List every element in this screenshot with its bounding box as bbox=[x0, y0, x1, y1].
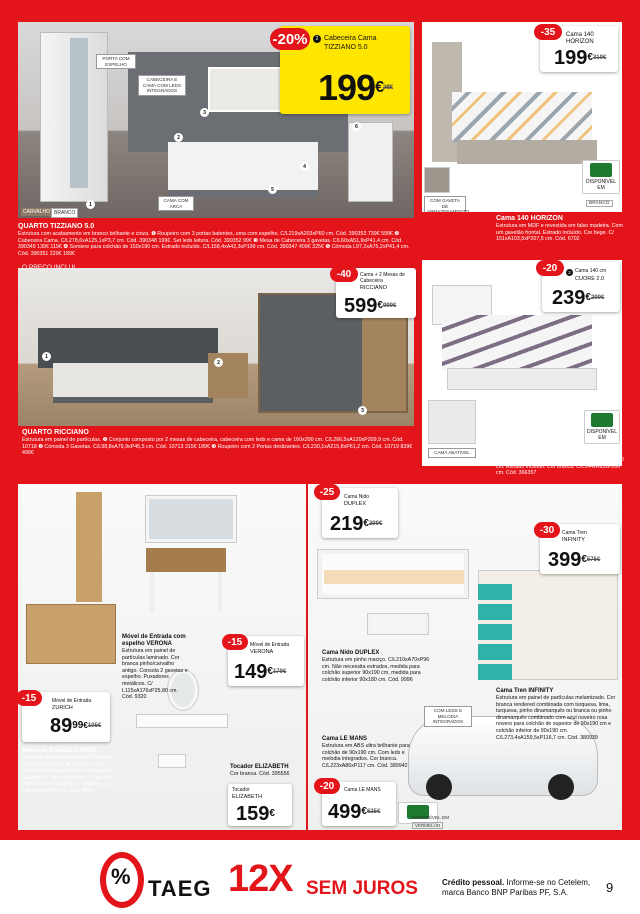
duplex-title: Cama Nido DUPLEX bbox=[322, 650, 380, 656]
elizabeth-price-eur: € bbox=[269, 808, 275, 819]
ricciano-old-price: 999€ bbox=[382, 303, 397, 309]
infinity-price-eur: € bbox=[581, 554, 587, 565]
months-label: 12X bbox=[228, 858, 293, 900]
credit-bold: Crédito pessoal. bbox=[442, 878, 505, 887]
ricciano-price-eur: € bbox=[377, 300, 383, 311]
lemans-price-value: 499 bbox=[328, 801, 362, 823]
horizon-discount-badge: -35 bbox=[534, 24, 562, 40]
ricciano-price-tag bbox=[336, 268, 416, 318]
infinity-title: Cama Tren INFINITY bbox=[496, 688, 554, 694]
zero-percent-sign: % bbox=[111, 864, 131, 889]
ricciano-desc-text: Estrutura em painel de partículas. ❶ Conjunto composto por 2 mesas de cabeceira, cabeceira com leds e cama de 160x200 cm. C/L266,5xA120xP209,9 cm. Cód. 10718 ❷ Cómoda 3 Gavetas. C/L98,8xA79,9xP45,5 cm. Cód. 10713 315€ 189€ ❸ Roupeiro com 2 Portas deslizantes. C/L230,1xA215,8xP61,2 cm. Cód. 10719 839€ 499€ bbox=[22, 437, 413, 457]
horizon-old-price: 319€ bbox=[592, 55, 607, 61]
infinity-discount-badge: -30 bbox=[534, 522, 560, 538]
zurich-shoe-cabinet-shape bbox=[26, 604, 116, 664]
cuore-desc bbox=[496, 448, 626, 477]
infinity-price-value: 399 bbox=[548, 549, 582, 571]
ricciano-price bbox=[344, 296, 396, 316]
ricciano-bed-shape bbox=[53, 363, 213, 403]
duplex-mattress-shape bbox=[324, 570, 464, 584]
elizabeth-desc-text: Cor branca. Cód. 395556 bbox=[230, 771, 290, 777]
verona-price-value: 149 bbox=[234, 661, 268, 683]
lemans-desc bbox=[322, 736, 418, 769]
elizabeth-desc bbox=[230, 764, 306, 778]
duplex-price bbox=[330, 514, 382, 534]
elizabeth-table-shape bbox=[136, 714, 228, 728]
zurich-old-price: 105€ bbox=[87, 723, 102, 729]
horizon-tag-name: Cama 140 bbox=[566, 32, 594, 38]
taeg-label: TAEG bbox=[148, 876, 212, 901]
tizziano-price-eur: € bbox=[375, 79, 383, 96]
verona-title: Móvel de Entrada com espelho VERONA bbox=[122, 634, 186, 647]
duplex-trundle-shape bbox=[368, 614, 428, 634]
lemans-color-tag: VERMELHO bbox=[412, 822, 443, 829]
duplex-tag-name: Cama Nido bbox=[344, 494, 370, 500]
tizziano-tag-name2: TIZZIANO 5.0 bbox=[324, 44, 368, 51]
callout-porta-espelho: PORTA COM ESPELHO bbox=[96, 54, 136, 69]
horizon-price-eur: € bbox=[587, 52, 593, 63]
tizziano-price-tag bbox=[272, 26, 410, 114]
ricciano-tag-name2: RICCIANO bbox=[360, 285, 387, 291]
duplex-discount-badge: -25 bbox=[314, 484, 340, 500]
horizon-mattress-shape bbox=[452, 92, 592, 142]
infinity-tag-name2: INFINITY bbox=[562, 537, 585, 543]
elizabeth-price-value: 159 bbox=[236, 803, 270, 825]
lemans-price bbox=[328, 802, 380, 822]
verona-tag-name: Móvel de Entrada bbox=[250, 642, 290, 648]
artwork-shape bbox=[208, 67, 288, 112]
horizon-callout: COM GAVETA DE ARMAZENAMENTO bbox=[424, 196, 466, 212]
lemans-price-tag bbox=[319, 780, 396, 826]
tizziano-old-price: 249€ bbox=[382, 85, 393, 91]
verona-desc-text: Estrutura em painel de partículas laminado. Cor branca pinho/carvalho antigo. Consola 2 gavetas e espelho. Puxadores metálicos. C/ L115xA176xP25,80 cm. Cód. 9320 bbox=[122, 648, 188, 701]
tizziano-price-value: 199 bbox=[318, 67, 376, 108]
zurich-desc bbox=[22, 748, 122, 795]
cuore-tag-name: Cama 140 cm bbox=[575, 268, 607, 274]
color-tag-carvalho: CARVALHO bbox=[23, 209, 51, 215]
verona-price-eur: € bbox=[267, 666, 273, 677]
cuore-old-price: 299€ bbox=[590, 295, 605, 301]
delivery-truck-icon bbox=[590, 163, 612, 177]
lemans-discount-badge: -20 bbox=[314, 778, 340, 794]
callout-leds: CABECEIRA E CAMA COM LEDS INTEGRADOS bbox=[138, 75, 186, 96]
verona-old-price: 179€ bbox=[272, 669, 287, 675]
ricciano-title: QUARTO RICCIANO bbox=[22, 429, 89, 436]
tizziano-title: QUARTO TIZZIANO 5.0 bbox=[18, 223, 95, 230]
cuore-callout: CAMA ABATÍVEL bbox=[428, 448, 476, 458]
item-number-3: 3 bbox=[200, 108, 209, 117]
wardrobe-mirror-shape bbox=[70, 38, 88, 188]
horizon-title: Cama 140 HORIZON bbox=[496, 215, 563, 222]
cuore-mattress-shape bbox=[442, 315, 592, 370]
lemans-price-eur: € bbox=[361, 806, 367, 817]
duplex-price-value: 219 bbox=[330, 513, 364, 535]
elizabeth-price-tag bbox=[228, 784, 292, 826]
zurich-price-eur: € bbox=[83, 721, 88, 730]
elizabeth-price bbox=[236, 804, 275, 824]
verona-price bbox=[234, 662, 286, 682]
horizon-price bbox=[554, 48, 606, 68]
cuore-discount-badge: -20 bbox=[536, 260, 564, 276]
infinity-price-tag bbox=[540, 524, 620, 574]
cuore-base-shape bbox=[447, 368, 597, 390]
bed-shape bbox=[168, 142, 318, 198]
item-number-6: 6 bbox=[352, 122, 361, 131]
item-number-2: 2 bbox=[174, 133, 183, 142]
tizziano-tag-num: 2 bbox=[313, 35, 321, 43]
zurich-title: Móvel de Entrada ZURICH bbox=[22, 748, 97, 754]
cuore-tag-name2: CUORE 2.0 bbox=[575, 276, 605, 282]
horizon-badge bbox=[582, 160, 620, 194]
duplex-desc-text: Estrutura em pinho maciço. C/L210xA70xP96 cm. Não necessita estrados, medida para colchão superior 90x190 cm, medida para colchão inferior 90x180 cm. Cód. 9996 bbox=[322, 657, 430, 683]
verona-discount-badge: -15 bbox=[222, 634, 248, 650]
cuore-price-eur: € bbox=[585, 292, 591, 303]
ricciano-number-1: 1 bbox=[42, 352, 51, 361]
infinity-price bbox=[548, 550, 600, 570]
item-number-5: 5 bbox=[268, 185, 277, 194]
zurich-tag-name2: ZURICH bbox=[52, 705, 73, 711]
duplex-desc bbox=[322, 650, 434, 683]
infinity-desc-text: Estrutura em painel de partículas melamizado. Cor branca rendered combinada com turquesa, lima, turquesa, pinho dinamarquês ou branca ou pinho dinamarquês combinado com azul noveiro rosa novero para colchão de superior de 90x190 cm e colchão inferior de 90x190 cm. C/L273,4xA159,5xP116,7 cm. Cód. 380939 bbox=[496, 695, 616, 741]
cuore-badge bbox=[584, 410, 620, 444]
zurich-discount-badge: -15 bbox=[16, 690, 42, 706]
tizziano-tag-name: Cabeceira Cama bbox=[324, 35, 377, 42]
zurich-price-tag bbox=[22, 692, 110, 742]
duplex-price-eur: € bbox=[363, 518, 369, 529]
verona-legs-shape bbox=[150, 572, 222, 612]
elizabeth-stool-shape bbox=[158, 754, 186, 768]
callout-arca: CAMA COM ARCA bbox=[158, 196, 194, 211]
cuore-price-tag bbox=[542, 262, 620, 312]
horizon-badge-text: DISPONÍVEL EM bbox=[585, 179, 616, 191]
infinity-stairs-shape bbox=[478, 584, 512, 680]
ricciano-number-2: 2 bbox=[214, 358, 223, 367]
horizon-desc-text: Estrutura em MDF e revestida em falso madeira. Com um gavetão frontal. Estrado incluído. Cor bege. C/ 151xA103,5xP207,5 cm. Cód. 6702 bbox=[496, 223, 623, 243]
cuore-desc-text: Revestida em pele sintética. Para colchão de 135x190 cm. Estrado incluído. Cor branca. C/L144xA95xP200 cm. Cód. 366357 bbox=[496, 457, 624, 477]
zurich-price-value: 89 bbox=[50, 715, 73, 737]
zurich-coat-rack-shape bbox=[76, 492, 102, 602]
lemans-tag-name: Cama LE MANS bbox=[344, 787, 381, 793]
horizon-drawer-photo bbox=[424, 167, 450, 193]
delivery-truck-icon bbox=[591, 413, 613, 427]
horizon-desc bbox=[496, 214, 626, 243]
verona-console-shape bbox=[146, 548, 226, 572]
horizon-price-value: 199 bbox=[554, 47, 588, 69]
zurich-price bbox=[50, 716, 101, 736]
dresser-shape bbox=[348, 122, 393, 202]
tizziano-price bbox=[318, 67, 393, 108]
ricciano-tag-name: Cama + 2 Mesas de Cabeceira bbox=[360, 272, 405, 284]
lemans-wheel-2-shape bbox=[548, 774, 574, 800]
duplex-old-price: 299€ bbox=[368, 521, 383, 527]
verona-mirror-shape bbox=[146, 496, 236, 542]
cuore-lift-photo bbox=[428, 400, 476, 444]
tizziano-discount-badge: -20% bbox=[270, 28, 310, 50]
lemans-wheel-1-shape bbox=[426, 774, 452, 800]
duplex-tag-name2: DUPLEX bbox=[344, 501, 367, 507]
cuore-badge-text: DISPONÍVEL EM bbox=[587, 429, 618, 441]
ricciano-price-value: 599 bbox=[344, 295, 378, 317]
horizon-color-tag: BRANCO bbox=[586, 200, 613, 207]
color-tag-branco: BRANCO bbox=[51, 208, 78, 218]
ricciano-desc bbox=[22, 428, 414, 457]
credit-text: Informe-se no Cetelem, marca Banco BNP Paribas PF, S.A. bbox=[442, 878, 591, 897]
sem-juros-label: SEM JUROS bbox=[306, 878, 418, 899]
lemans-desc-text: Estrutura em ABS ultra brilhante para colchão de 90x190 cm. Com leds e melodia integrados. Cor branca. C/L223xA86xP117 cm. Cód. 389942 bbox=[322, 743, 410, 769]
tizziano-desc bbox=[18, 222, 416, 257]
duplex-price-tag bbox=[319, 486, 398, 538]
footer-financing bbox=[0, 840, 640, 914]
credit-note bbox=[442, 878, 592, 898]
zurich-price-cents: 99 bbox=[72, 720, 84, 731]
cuore-title: Cama CUORE 2.0 bbox=[496, 449, 554, 456]
horizon-base-shape bbox=[457, 140, 597, 164]
ricciano-headboard-shape bbox=[38, 328, 218, 368]
ricciano-discount-badge: -40 bbox=[330, 266, 358, 282]
cuore-price-value: 239 bbox=[552, 287, 586, 309]
elizabeth-tag-name: Tocador bbox=[232, 787, 250, 793]
page-number: 9 bbox=[606, 880, 614, 895]
elizabeth-title: Tocador ELIZABETH bbox=[230, 764, 289, 770]
item-number-1: 1 bbox=[86, 200, 95, 209]
lemans-badge-text: DISPONÍVEL EM bbox=[412, 816, 450, 821]
infinity-tag-name: Cama Tren bbox=[562, 530, 587, 536]
ricciano-number-3: 3 bbox=[358, 406, 367, 415]
lemans-callout: COM LEDS E MELODIA INTEGRADOS bbox=[424, 706, 472, 727]
infinity-desc bbox=[496, 688, 622, 741]
lemans-old-price: 625€ bbox=[366, 809, 381, 815]
zurich-tag-name: Móvel de Entrada bbox=[52, 698, 92, 704]
tizziano-desc-text: Estrutura com acabamento em branco brilhante e cinza. ❶ Roupeiro com 3 portas batentes, uma com espelho. C/L219xA203xP60 cm. Cód. 390353 739€ 599€ ❷ Cabeceira Cama. C/L278,6xA125,1xP3,7 cm. Cód. 390348 199€. Set leds leitura. Cód. 390352 99€ ❸ Mesa de Cabeceira 3 gavetas. C/L60xA51,9xP41,4 cm. Cód. 390349 139€ 119€ ❹ Somiere para colchão de 150x190 cm. Estrado incluído. C/L158,4xA42,3xP199 cm. Cód. 390347 409€ 325€ ❺ Cómoda L97,2xA75,2xP41,4 cm. Cód. 390351 229€ 189€ bbox=[18, 231, 410, 257]
verona-tag-name2: VERONA bbox=[250, 649, 274, 655]
lemans-title: Cama LE MANS bbox=[322, 736, 368, 742]
horizon-price-tag bbox=[540, 26, 618, 72]
cuore-price bbox=[552, 288, 604, 308]
verona-price-tag bbox=[228, 636, 304, 686]
cuore-tag-num: 2 bbox=[566, 269, 573, 276]
elizabeth-tag-name2: ELIZABETH bbox=[232, 794, 262, 800]
verona-desc bbox=[122, 634, 190, 701]
infinity-old-price: 575€ bbox=[586, 557, 601, 563]
horizon-tag-name2: HORIZON bbox=[566, 39, 594, 45]
item-number-4: 4 bbox=[300, 162, 309, 171]
zurich-desc-text: Móvel de Entrada/Sapateira. Painel de partículas 15 mm, de madeira, com acabamento melamizado, cor carvalho. Sapateira 1 compartimento + 1 gaveta + cabide com 1 prateleira + espelho. C/ L98xA200xP26 cm. Cód. 3041 bbox=[22, 755, 117, 794]
